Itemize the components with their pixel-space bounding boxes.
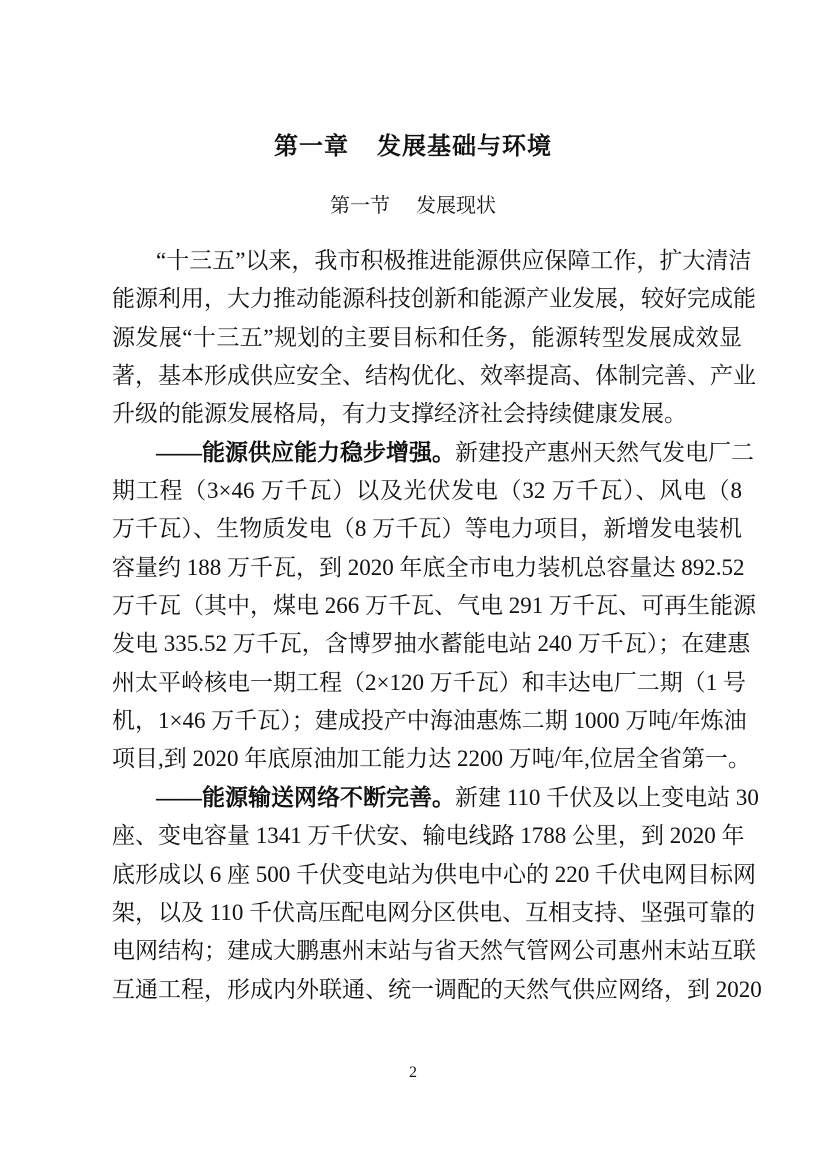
text-run: 新建投产惠州天然气发电厂二 — [455, 439, 754, 465]
text-line: 底形成以 6 座 500 千伏变电站为供电中心的 220 千伏电网目标网 — [112, 861, 756, 887]
text-line: 架，以及 110 千伏高压配电网分区供电、互相支持、坚强可靠的 — [112, 899, 756, 925]
document-body — [112, 242, 762, 1009]
chapter-name: 发展基础与环境 — [377, 134, 552, 160]
text-line: 万千瓦（其中，煤电 266 万千瓦、气电 291 万千瓦、可再生能源 — [112, 593, 756, 619]
text-line: 源发展“十三五”规划的主要目标和任务，能源转型发展成效显 — [112, 324, 742, 350]
text-line — [112, 434, 754, 472]
text-line: 发电 335.52 万千瓦，含博罗抽水蓄能电站 240 万千瓦）；在建惠 — [112, 631, 751, 657]
paragraph-heading: ——能源输送网络不断完善。 — [156, 784, 455, 810]
text-line: 项目,到 2020 年底原油加工能力达 2200 万吨/年,位居全省第一。 — [112, 746, 751, 772]
text-line: 机，1×46 万千瓦）；建成投产中海油惠炼二期 1000 万吨/年炼油 — [112, 708, 747, 734]
text-line: 升级的能源发展格局，有力支撑经济社会持续健康发展。 — [112, 401, 687, 427]
text-run: 新建 110 千伏及以上变电站 30 — [455, 784, 759, 810]
text-line — [112, 779, 759, 817]
section-name: 发展现状 — [416, 195, 496, 217]
text-line: 互通工程，形成内外联通、统一调配的天然气供应网络，到 2020 — [112, 976, 762, 1002]
text-line: 期工程（3×46 万千瓦）以及光伏发电（32 万千瓦）、风电（8 — [112, 478, 742, 504]
chapter-title — [0, 126, 826, 161]
section-title — [0, 189, 826, 218]
page-number: 2 — [409, 1064, 417, 1081]
section-number: 第一节 — [330, 195, 390, 217]
text-line: 能源利用，大力推动能源科技创新和能源产业发展，较好完成能 — [112, 286, 756, 312]
text-line: 容量约 188 万千瓦，到 2020 年底全市电力装机总容量达 892.52 — [112, 554, 745, 580]
text-line: 万千瓦）、生物质发电（8 万千瓦）等电力项目，新增发电装机 — [112, 516, 742, 542]
text-line: 电网结构；建成大鹏惠州末站与省天然气管网公司惠州末站互联 — [112, 938, 756, 964]
text-line: 著，基本形成供应安全、结构优化、效率提高、体制完善、产业 — [112, 363, 756, 389]
paragraph-overview — [112, 242, 756, 434]
text-line: “十三五”以来，我市积极推进能源供应保障工作，扩大清洁 — [156, 248, 752, 273]
paragraph-heading: ——能源供应能力稳步增强。 — [156, 439, 455, 465]
text-line: 州太平岭核电一期工程（2×120 万千瓦）和丰达电厂二期（1 号 — [112, 669, 746, 695]
chapter-number: 第一章 — [274, 134, 349, 160]
text-line: 座、变电容量 1341 万千伏安、输电线路 1788 公里，到 2020 年 — [112, 823, 745, 849]
paragraph-energy-supply — [112, 434, 756, 779]
paragraph-energy-network — [112, 779, 762, 1009]
